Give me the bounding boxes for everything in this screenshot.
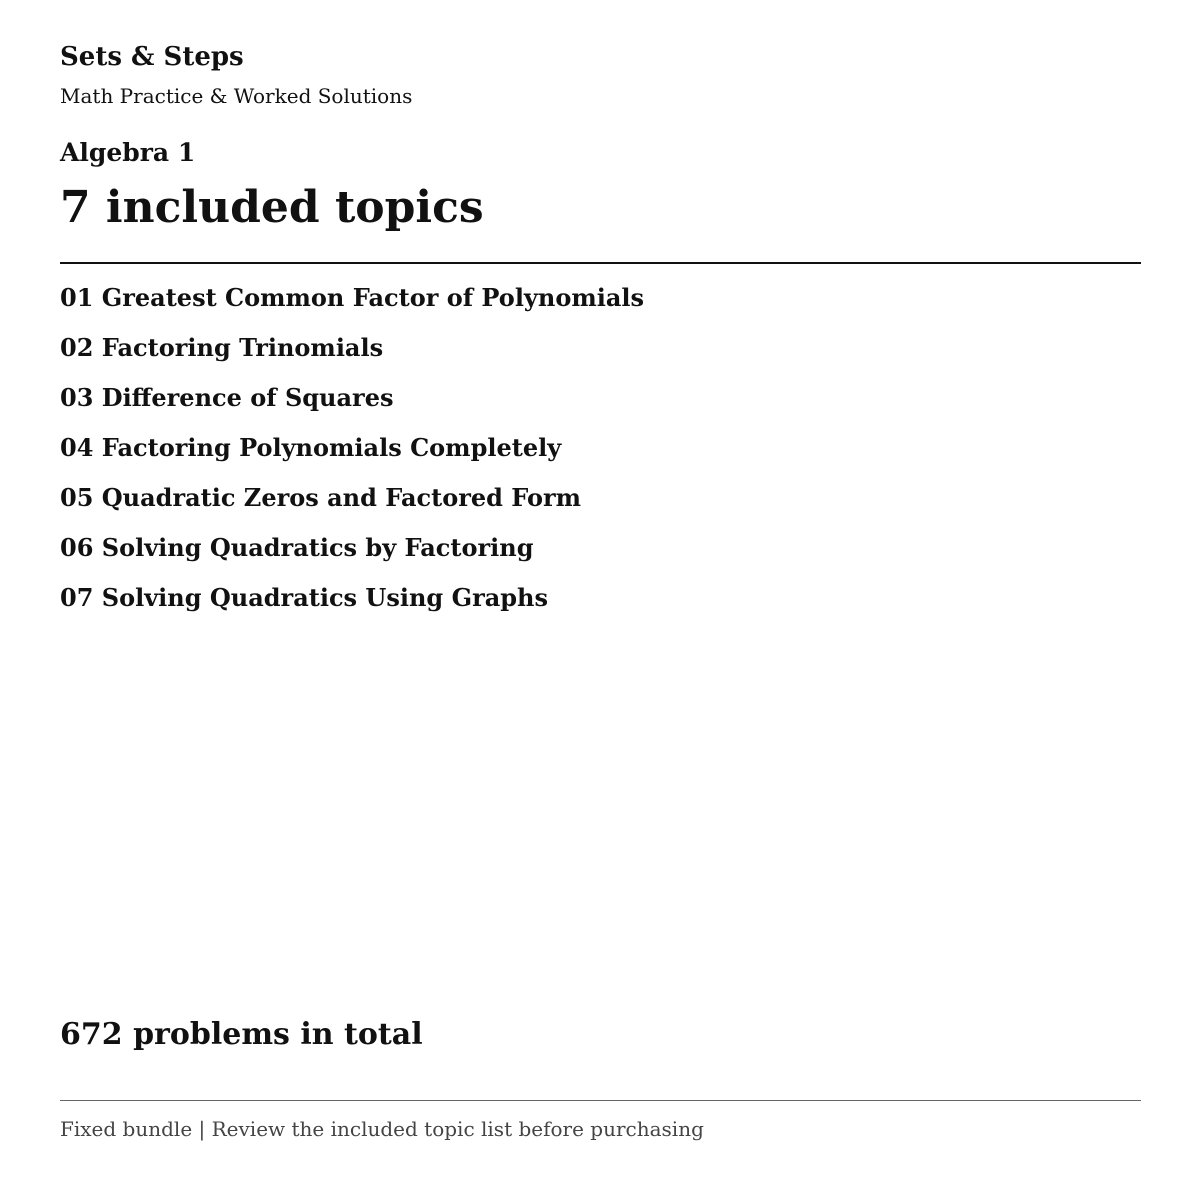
- page: [60, 0, 1141, 1200]
- topic-item: 04 Factoring Polynomials Completely: [60, 433, 562, 462]
- footer-note: Fixed bundle | Review the included topic list before purchasing: [60, 1117, 704, 1141]
- topic-item: 01 Greatest Common Factor of Polynomials: [60, 283, 645, 312]
- brand-name: Sets & Steps: [60, 42, 244, 72]
- topic-item: 03 Difference of Squares: [60, 383, 394, 412]
- topic-count-heading: 7 included topics: [60, 182, 484, 233]
- topic-item: 06 Solving Quadratics by Factoring: [60, 533, 534, 562]
- footer-divider: [60, 1100, 1141, 1101]
- problem-total: 672 problems in total: [60, 1017, 423, 1052]
- topic-item: 07 Solving Quadratics Using Graphs: [60, 583, 549, 612]
- header-divider: [60, 262, 1141, 264]
- brand-tagline: Math Practice & Worked Solutions: [60, 84, 413, 108]
- topic-item: 05 Quadratic Zeros and Factored Form: [60, 483, 582, 512]
- course-name: Algebra 1: [60, 138, 196, 167]
- topic-list: [60, 280, 644, 630]
- topic-item: 02 Factoring Trinomials: [60, 333, 384, 362]
